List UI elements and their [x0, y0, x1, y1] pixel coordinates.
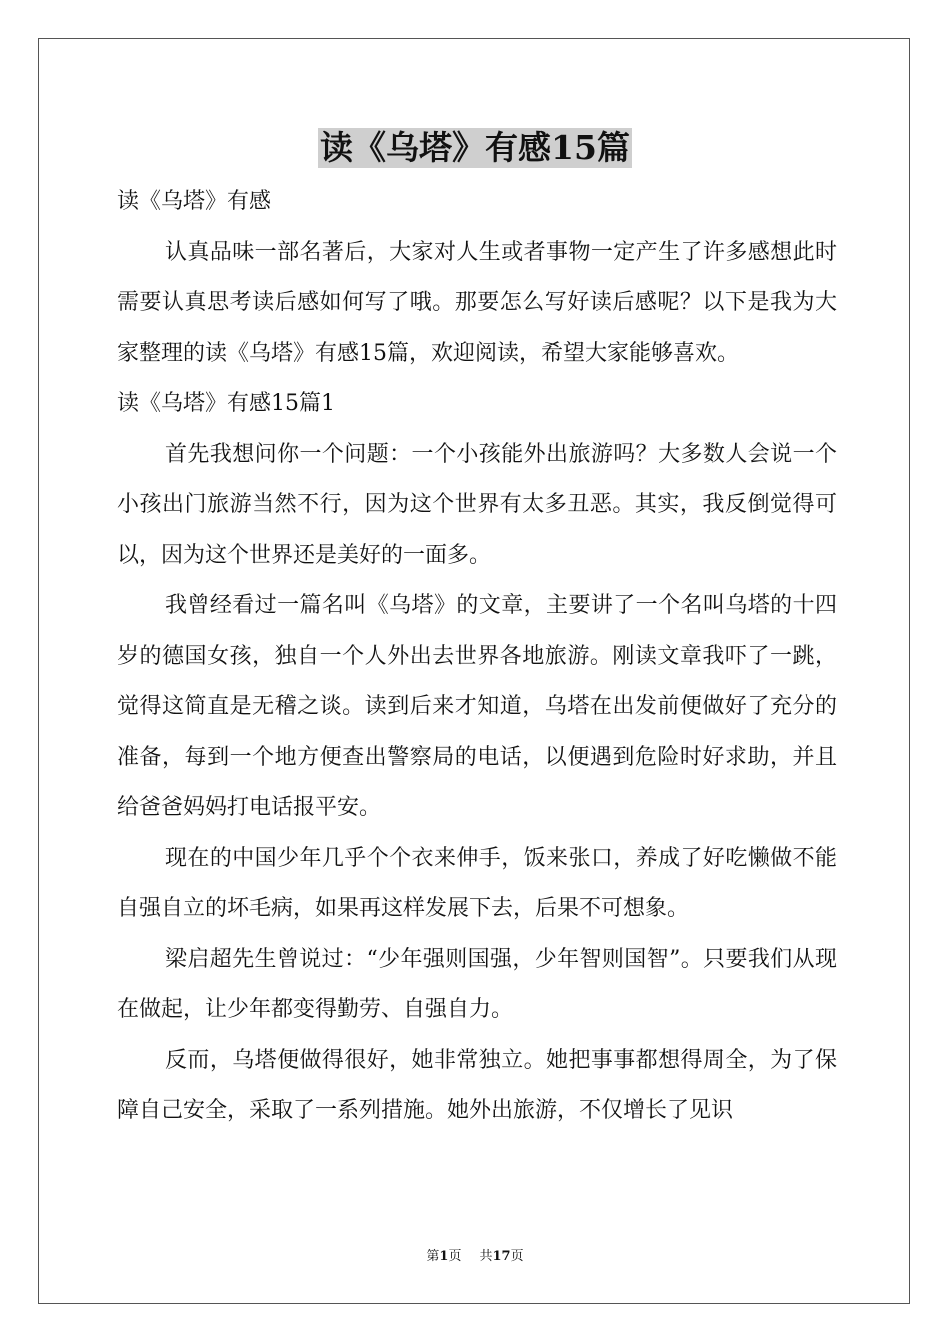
body-paragraph: 首先我想问你一个问题：一个小孩能外出旅游吗？大多数人会说一个小孩出门旅游当然不行，因为这个世界有太多丑恶。其实，我反倒觉得可以，因为这个世界还是美好的一面多。	[117, 441, 837, 568]
page-suffix: 页	[448, 1249, 462, 1264]
body-paragraph: 现在的中国少年几乎个个衣来伸手，饭来张口，养成了好吃懒做不能自强自立的坏毛病，如果再这样发展下去，后果不可想象。	[117, 845, 837, 921]
section-heading: 读《乌塔》有感	[117, 189, 272, 214]
section-heading: 读《乌塔》有感15篇1	[117, 391, 335, 416]
body-paragraph: 我曾经看过一篇名叫《乌塔》的文章，主要讲了一个名叫乌塔的十四岁的德国女孩，独自一个人外出去世界各地旅游。刚读文章我吓了一跳，觉得这简直是无稽之谈。读到后来才知道，乌塔在出发前便做好了充分的准备，每到一个地方便查出警察局的电话，以便遇到危险时好求助，并且给爸爸妈妈打电话报平安。	[117, 593, 837, 820]
page-prefix: 第	[426, 1249, 440, 1264]
body-paragraph: 认真品味一部名著后，大家对人生或者事物一定产生了许多感想此时需要认真思考读后感如何写了哦。那要怎么写好读后感呢？以下是我为大家整理的读《乌塔》有感15篇，欢迎阅读，希望大家能够喜欢。	[117, 239, 837, 366]
total-prefix: 共	[479, 1249, 493, 1264]
document-body	[117, 177, 837, 1137]
total-suffix: 页	[510, 1249, 524, 1264]
body-paragraph: 反而，乌塔便做得很好，她非常独立。她把事事都想得周全，为了保障自己安全，采取了一系列措施。她外出旅游，不仅增长了见识	[117, 1047, 837, 1123]
title-container	[0, 128, 950, 168]
page-number: 1	[439, 1249, 449, 1264]
document-title: 读《乌塔》有感15篇	[320, 128, 630, 167]
page-footer	[0, 1248, 950, 1266]
total-pages: 17	[492, 1249, 511, 1264]
body-paragraph: 梁启超先生曾说过：“少年强则国强，少年智则国智”。只要我们从现在做起，让少年都变得勤劳、自强自力。	[117, 946, 837, 1022]
